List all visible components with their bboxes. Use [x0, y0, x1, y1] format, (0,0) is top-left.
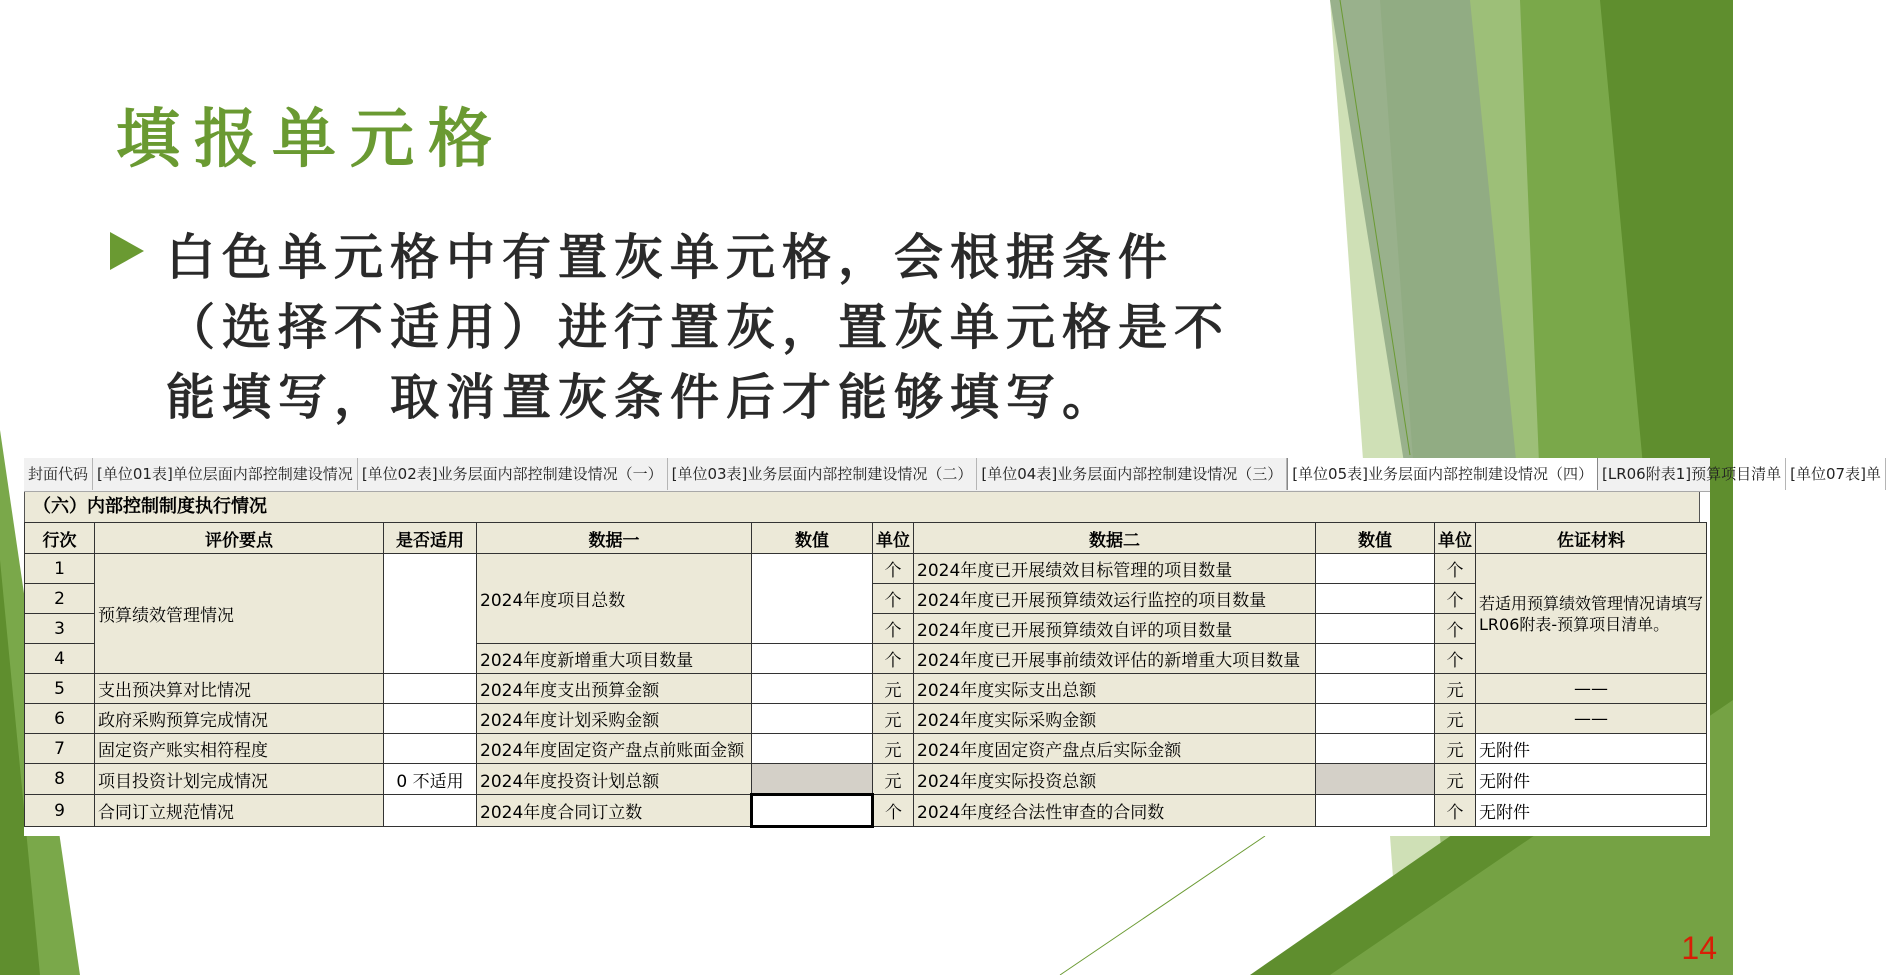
applicable-input[interactable] [384, 554, 477, 674]
slide-title: 填报单元格 [116, 102, 506, 177]
applicable-input[interactable] [384, 734, 477, 764]
unit2: 个 [1435, 614, 1476, 644]
unit2: 个 [1435, 795, 1476, 827]
value1-disabled-cell [752, 764, 873, 795]
bullet-text: 白色单元格中有置灰单元格，会根据条件（选择不适用）进行置灰，置灰单元格是不能填写，取消置灰条件后才能够填写。 [166, 228, 1231, 426]
evidence-cell: —— [1476, 674, 1707, 704]
row-number: 9 [25, 795, 95, 827]
data1-label: 2024年度支出预算金额 [477, 674, 752, 704]
value2-input[interactable] [1316, 795, 1435, 827]
data1-project-total: 2024年度项目总数 [477, 554, 752, 644]
table-row [25, 764, 1707, 795]
item-label: 政府采购预算完成情况 [95, 704, 384, 734]
applicable-input[interactable] [384, 704, 477, 734]
data1-label: 2024年度固定资产盘点前账面金额 [477, 734, 752, 764]
table-header-row [25, 523, 1707, 554]
unit1: 个 [873, 614, 914, 644]
unit1: 个 [873, 644, 914, 674]
tab-unit-04[interactable]: [单位04表]业务层面内部控制建设情况（三） [977, 458, 1287, 490]
data2-label: 2024年度固定资产盘点后实际金额 [914, 734, 1316, 764]
value1-input[interactable] [752, 554, 873, 644]
value2-input[interactable] [1316, 554, 1435, 584]
unit2: 元 [1435, 734, 1476, 764]
value2-input[interactable] [1316, 674, 1435, 704]
spreadsheet-screenshot [24, 458, 1881, 836]
unit2: 个 [1435, 644, 1476, 674]
table-row [25, 795, 1707, 827]
unit1: 个 [873, 584, 914, 614]
table-row [25, 554, 1707, 584]
data2-label: 2024年度已开展绩效目标管理的项目数量 [914, 554, 1316, 584]
unit2: 元 [1435, 674, 1476, 704]
value1-input[interactable] [752, 704, 873, 734]
unit1: 个 [873, 795, 914, 827]
applicable-input[interactable] [384, 795, 477, 827]
row-number: 8 [25, 764, 95, 795]
header-data1: 数据一 [477, 523, 752, 554]
data-table [24, 522, 1707, 828]
unit1: 元 [873, 734, 914, 764]
item-label: 合同订立规范情况 [95, 795, 384, 827]
value2-input[interactable] [1316, 704, 1435, 734]
unit1: 元 [873, 704, 914, 734]
tab-unit-03[interactable]: [单位03表]业务层面内部控制建设情况（二） [668, 458, 978, 490]
value2-disabled-cell [1316, 764, 1435, 795]
row-number: 1 [25, 554, 95, 584]
data2-label: 2024年度实际投资总额 [914, 764, 1316, 795]
evidence-cell[interactable]: 无附件 [1476, 734, 1707, 764]
data1-label: 2024年度计划采购金额 [477, 704, 752, 734]
row-number: 6 [25, 704, 95, 734]
data2-label: 2024年度已开展事前绩效评估的新增重大项目数量 [914, 644, 1316, 674]
bullet-arrow-icon [110, 232, 144, 270]
tab-cover-code[interactable]: 封面代码 [24, 458, 93, 490]
data1-label: 2024年度新增重大项目数量 [477, 644, 752, 674]
row-number: 5 [25, 674, 95, 704]
table-row [25, 674, 1707, 704]
row-number: 7 [25, 734, 95, 764]
header-value1: 数值 [752, 523, 873, 554]
table-row [25, 704, 1707, 734]
row-number: 4 [25, 644, 95, 674]
evidence-cell[interactable]: 无附件 [1476, 764, 1707, 795]
page-number: 14 [1681, 930, 1717, 966]
table-row [25, 734, 1707, 764]
header-data2: 数据二 [914, 523, 1316, 554]
tab-unit-05[interactable]: [单位05表]业务层面内部控制建设情况（四） [1287, 458, 1598, 490]
header-item: 评价要点 [95, 523, 384, 554]
data2-label: 2024年度实际采购金额 [914, 704, 1316, 734]
value2-input[interactable] [1316, 614, 1435, 644]
header-unit2: 单位 [1435, 523, 1476, 554]
evidence-note: 若适用预算绩效管理情况请填写LR06附表-预算项目清单。 [1476, 554, 1707, 674]
item-budget-performance: 预算绩效管理情况 [95, 554, 384, 674]
section-title: （六）内部控制制度执行情况 [24, 492, 1700, 522]
data2-label: 2024年度实际支出总额 [914, 674, 1316, 704]
value2-input[interactable] [1316, 734, 1435, 764]
item-label: 固定资产账实相符程度 [95, 734, 384, 764]
row-number: 3 [25, 614, 95, 644]
value2-input[interactable] [1316, 644, 1435, 674]
tab-unit-01[interactable]: [单位01表]单位层面内部控制建设情况 [93, 458, 358, 490]
data2-label: 2024年度经合法性审查的合同数 [914, 795, 1316, 827]
unit2: 个 [1435, 584, 1476, 614]
value1-selected-cell[interactable] [752, 795, 873, 827]
value2-input[interactable] [1316, 584, 1435, 614]
data1-label: 2024年度投资计划总额 [477, 764, 752, 795]
unit1: 元 [873, 674, 914, 704]
value1-input[interactable] [752, 734, 873, 764]
unit1: 元 [873, 764, 914, 795]
value1-input[interactable] [752, 674, 873, 704]
unit2: 元 [1435, 704, 1476, 734]
applicable-select[interactable]: 0 不适用 [384, 764, 477, 795]
unit2: 个 [1435, 554, 1476, 584]
data1-label: 2024年度合同订立数 [477, 795, 752, 827]
bullet-point [110, 222, 1260, 432]
header-applicable: 是否适用 [384, 523, 477, 554]
sheet-tab-bar [24, 458, 1881, 492]
header-value2: 数值 [1316, 523, 1435, 554]
data2-label: 2024年度已开展预算绩效运行监控的项目数量 [914, 584, 1316, 614]
evidence-cell: —— [1476, 704, 1707, 734]
tab-unit-02[interactable]: [单位02表]业务层面内部控制建设情况（一） [358, 458, 668, 490]
unit1: 个 [873, 554, 914, 584]
data2-label: 2024年度已开展预算绩效自评的项目数量 [914, 614, 1316, 644]
applicable-input[interactable] [384, 674, 477, 704]
unit2: 元 [1435, 764, 1476, 795]
value1-input[interactable] [752, 644, 873, 674]
header-evidence: 佐证材料 [1476, 523, 1707, 554]
row-number: 2 [25, 584, 95, 614]
item-label: 支出预决算对比情况 [95, 674, 384, 704]
header-unit1: 单位 [873, 523, 914, 554]
header-row-no: 行次 [25, 523, 95, 554]
tab-unit-07[interactable]: [单位07表]单 [1786, 458, 1886, 490]
item-label: 项目投资计划完成情况 [95, 764, 384, 795]
evidence-cell[interactable]: 无附件 [1476, 795, 1707, 827]
tab-lr06-attachment[interactable]: [LR06附表1]预算项目清单 [1598, 458, 1786, 490]
